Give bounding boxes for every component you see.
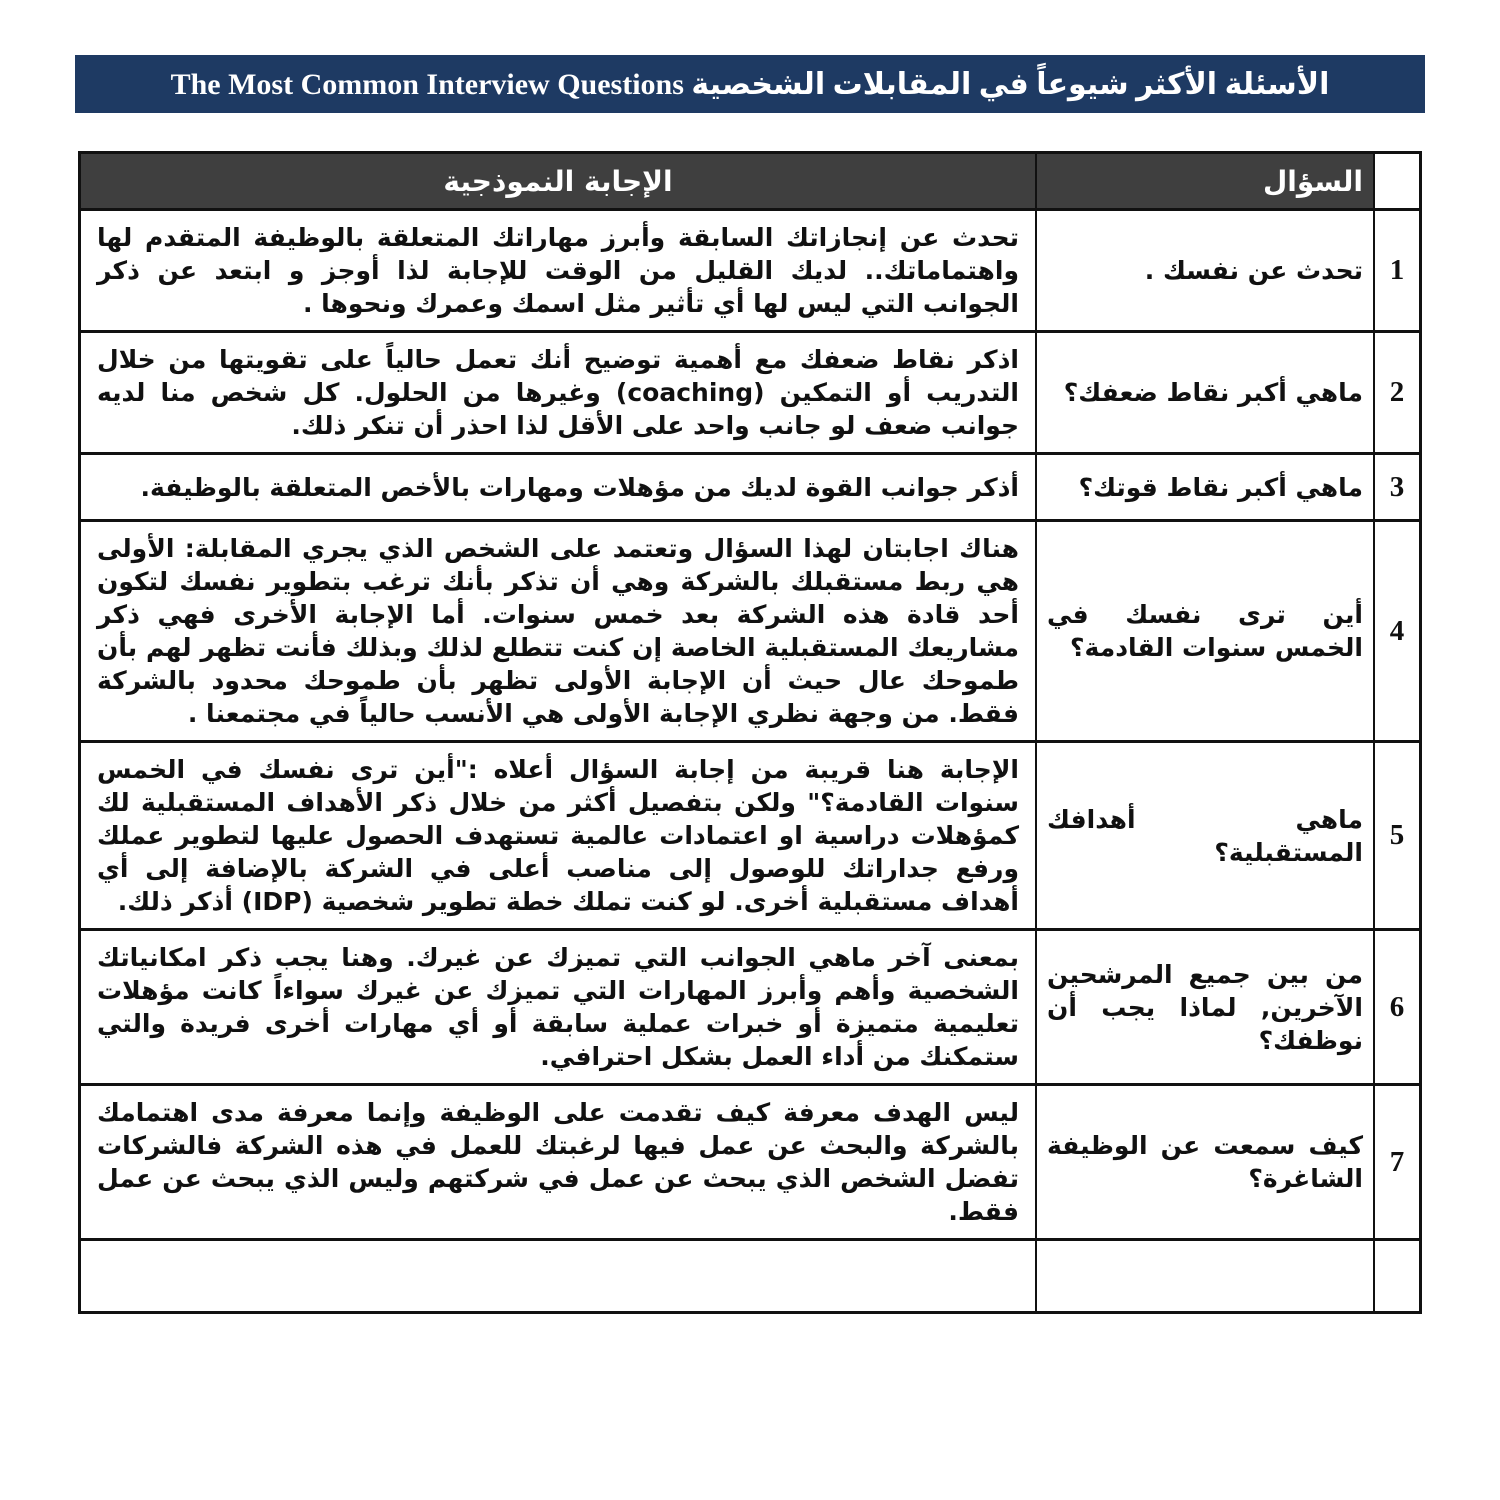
question-column-header: [1035, 154, 1373, 208]
answer-cell: [81, 1086, 1035, 1238]
table-header-row: [81, 154, 1419, 208]
answer-cell: [81, 211, 1035, 330]
answer-text: ليس الهدف معرفة كيف تقدمت على الوظيفة وإنما معرفة مدى اهتمامك بالشركة والبحث عن عمل فيها لرغبتك للعمل في هذه الشركة فالشركات تفضل الشخص الذي يبحث عن عمل في شركتهم وليس الذي يبحث عن عمل فقط.: [97, 1098, 1019, 1226]
question-text: أين ترى نفسك في الخمس سنوات القادمة؟: [1047, 600, 1363, 662]
question-cell: [1035, 522, 1373, 740]
table-row: [81, 519, 1419, 740]
table-row: [81, 330, 1419, 452]
row-number: 6: [1373, 931, 1419, 1083]
answer-header-label: الإجابة النموذجية: [443, 164, 673, 198]
question-header-label: السؤال: [1262, 164, 1363, 198]
answer-text: أذكر جوانب القوة لديك من مؤهلات ومهارات بالأخص المتعلقة بالوظيفة.: [140, 472, 1019, 502]
question-cell: [1035, 455, 1373, 519]
answer-cell: [81, 931, 1035, 1083]
answer-column-header: [81, 154, 1035, 208]
table-row-partial: [81, 1238, 1419, 1311]
answer-text: بمعنى آخر ماهي الجوانب التي تميزك عن غيرك. وهنا يجب ذكر امكانياتك الشخصية وأهم وأبرز المهارات التي تميزك عن غيرك سواءاً كانت مؤهلات تعليمية متميزة أو خبرات عملية سابقة أو أي مهارات أخرى فريدة والتي ستمكنك من أداء العمل بشكل احترافي.: [97, 943, 1019, 1071]
interview-questions-table: [78, 151, 1422, 1314]
answer-text: تحدث عن إنجازاتك السابقة وأبرز مهاراتك المتعلقة بالوظيفة المتقدم لها واهتماماتك.. لديك القليل من الوقت للإجابة لذا أوجز و ابتعد عن ذكر الجوانب التي ليس لها أي تأثير مثل اسمك وعمرك ونحوها .: [97, 223, 1019, 318]
answer-cell: [81, 1241, 1035, 1311]
answer-text: هناك اجابتان لهذا السؤال وتعتمد على الشخص الذي يجري المقابلة: الأولى هي ربط مستقبلك بالشركة وهي أن تذكر بأنك ترغب بتطوير نفسك لتكون أحد قادة هذه الشركة بعد خمس سنوات. أما الإجابة الأخرى فهي ذكر مشاريعك المستقبلية الخاصة إن كنت تتطلع لذلك وبذلك فأنت تظهر لهم بأن طموحك عال حيث أن الإجابة الأولى تظهر بأن طموحك محدود بالشركة فقط. من وجهة نظري الإجابة الأولى هي الأنسب حالياً في مجتمعنا .: [97, 534, 1019, 728]
answer-text: اذكر نقاط ضعفك مع أهمية توضيح أنك تعمل حالياً على تقويتها من خلال التدريب أو التمكين (coaching) وغيرها من الحلول. كل شخص منا لديه جوانب ضعف لو جانب واحد على الأقل لذا احذر أن تنكر ذلك.: [97, 345, 1019, 440]
answer-cell: [81, 522, 1035, 740]
row-number: [1373, 1241, 1419, 1311]
page-title: الأسئلة الأكثر شيوعاً في المقابلات الشخصية The Most Common Interview Questions: [170, 67, 1330, 101]
question-text: ماهي أهدافك المستقبلية؟: [1047, 804, 1363, 867]
answer-cell: [81, 455, 1035, 519]
answer-cell: [81, 333, 1035, 452]
answer-cell: [81, 743, 1035, 928]
question-text: كيف سمعت عن الوظيفة الشاغرة؟: [1047, 1131, 1363, 1193]
question-cell: [1035, 211, 1373, 330]
table-row: [81, 452, 1419, 519]
row-number: 3: [1373, 455, 1419, 519]
question-cell: [1035, 333, 1373, 452]
row-number: 7: [1373, 1086, 1419, 1238]
table-row: [81, 208, 1419, 330]
row-number: 4: [1373, 522, 1419, 740]
row-number: 1: [1373, 211, 1419, 330]
question-text: من بين جميع المرشحين الآخرين, لماذا يجب أن نوظفك؟: [1047, 959, 1363, 1055]
answer-text: الإجابة هنا قريبة من إجابة السؤال أعلاه :"أين ترى نفسك في الخمس سنوات القادمة؟" ولكن بتفصيل أكثر من خلال ذكر الأهداف المستقبلية لك كمؤهلات دراسية او اعتمادات عالمية تستهدف الحصول عليها لتطوير عملك ورفع جداراتك للوصول إلى مناصب أعلى في الشركة بالإضافة إلى أي أهداف مستقبلية أخرى. لو كنت تملك خطة تطوير شخصية (IDP) أذكر ذلك.: [97, 755, 1019, 916]
question-text: ماهي أكبر نقاط قوتك؟: [1078, 472, 1363, 502]
row-number: 2: [1373, 333, 1419, 452]
question-cell: [1035, 1086, 1373, 1238]
table-row: [81, 1083, 1419, 1238]
question-text: تحدث عن نفسك .: [1144, 256, 1363, 285]
question-cell: [1035, 1241, 1373, 1311]
number-column-header: [1373, 154, 1419, 208]
question-cell: [1035, 931, 1373, 1083]
row-number: 5: [1373, 743, 1419, 928]
question-text: ماهي أكبر نقاط ضعفك؟: [1063, 378, 1363, 407]
table-row: [81, 928, 1419, 1083]
question-cell: [1035, 743, 1373, 928]
table-row: [81, 740, 1419, 928]
title-bar: [75, 55, 1425, 113]
